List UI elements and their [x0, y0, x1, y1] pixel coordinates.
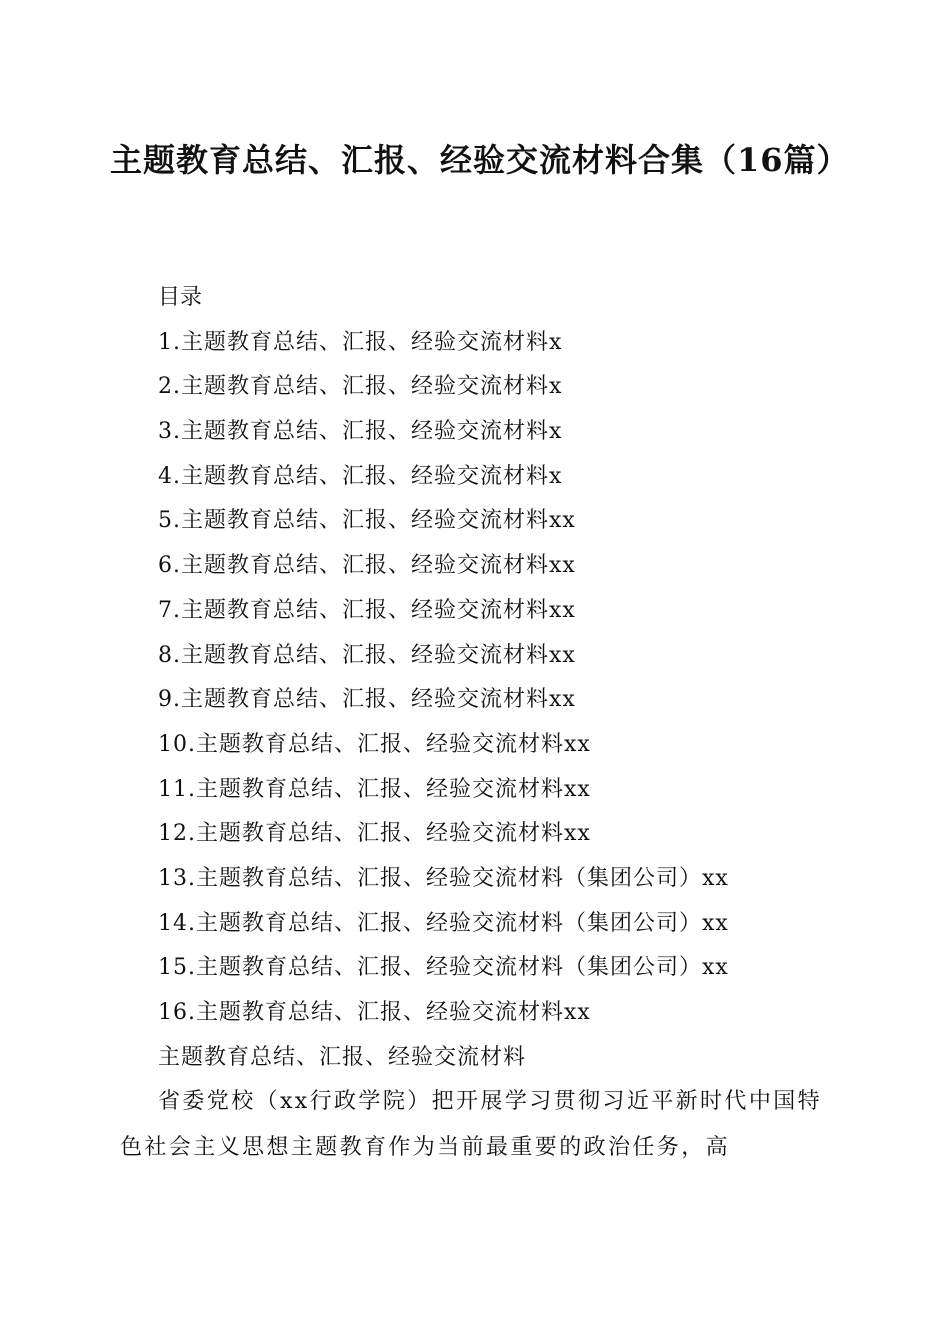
table-of-contents [158, 276, 858, 1080]
section-title: 主题教育总结、汇报、经验交流材料 [158, 1044, 527, 1070]
toc-item: 16.主题教育总结、汇报、经验交流材料xx [158, 1000, 591, 1025]
toc-item: 12.主题教育总结、汇报、经验交流材料xx [158, 821, 591, 847]
toc-item: 7.主题教育总结、汇报、经验交流材料xx [158, 597, 576, 623]
toc-item: 8.主题教育总结、汇报、经验交流材料xx [158, 642, 576, 668]
toc-item: 3.主题教育总结、汇报、经验交流材料x [158, 419, 563, 445]
toc-item: 2.主题教育总结、汇报、经验交流材料x [158, 374, 563, 400]
toc-item: 11.主题教育总结、汇报、经验交流材料xx [158, 776, 591, 802]
toc-item: 9.主题教育总结、汇报、经验交流材料xx [158, 687, 576, 713]
toc-item: 4.主题教育总结、汇报、经验交流材料x [158, 463, 563, 489]
toc-item: 13.主题教育总结、汇报、经验交流材料（集团公司）xx [158, 865, 729, 891]
toc-item: 1.主题教育总结、汇报、经验交流材料x [158, 329, 563, 355]
toc-list [158, 321, 858, 1036]
toc-heading: 目录 [158, 285, 203, 310]
body-paragraph: 省委党校（xx行政学院）把开展学习贯彻习近平新时代中国特色社会主义思想主题教育作为当前最重要的政治任务，高 [120, 1089, 823, 1160]
toc-item: 6.主题教育总结、汇报、经验交流材料xx [158, 553, 576, 579]
toc-item: 15.主题教育总结、汇报、经验交流材料（集团公司）xx [158, 955, 729, 981]
toc-item: 10.主题教育总结、汇报、经验交流材料xx [158, 731, 591, 757]
document-title: 主题教育总结、汇报、经验交流材料合集（16篇） [110, 141, 850, 179]
toc-item: 14.主题教育总结、汇报、经验交流材料（集团公司）xx [158, 910, 729, 936]
toc-item: 5.主题教育总结、汇报、经验交流材料xx [158, 508, 576, 534]
